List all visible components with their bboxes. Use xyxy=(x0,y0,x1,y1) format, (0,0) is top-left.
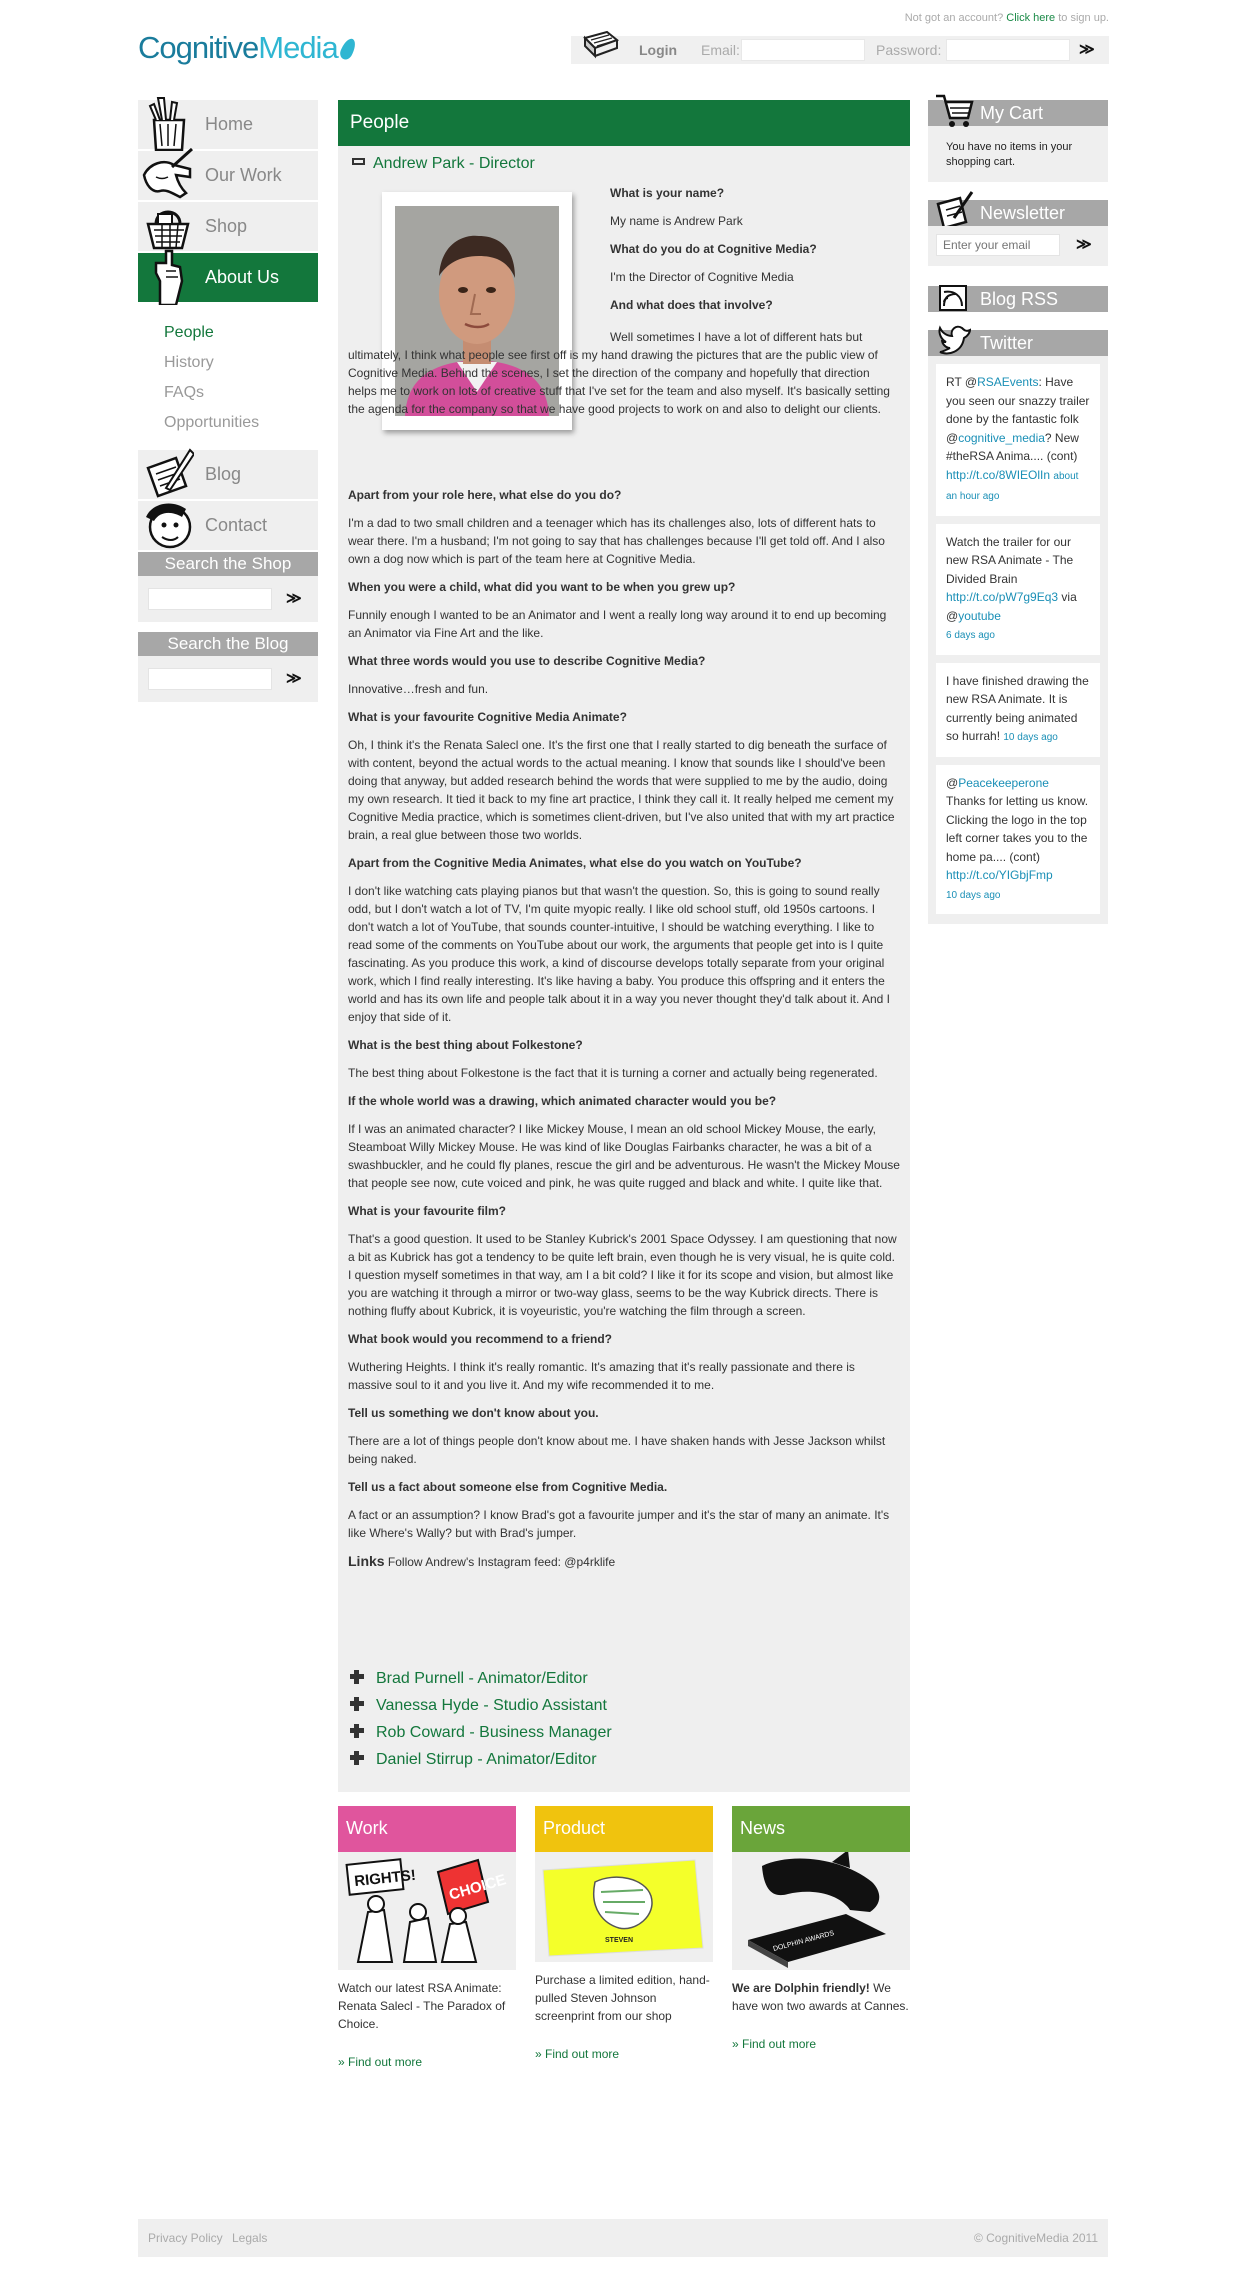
answer: Funnily enough I wanted to be an Animator and I went a really long way around it to end up becoming an Animator via Fine Art and the like. xyxy=(348,608,887,640)
qa-main-block xyxy=(348,486,900,1571)
cart-status: You have no items in your shopping cart. xyxy=(928,126,1108,182)
login-go-button[interactable]: ≫ xyxy=(1079,41,1092,58)
question: What is the best thing about Folkestone? xyxy=(348,1038,583,1052)
dolphin-award-image xyxy=(732,1852,910,1970)
newsletter-box xyxy=(928,226,1108,266)
person-collapsed-item[interactable]: Daniel Stirrup - Animator/Editor xyxy=(350,1751,612,1778)
news-promo-text: We are Dolphin friendly! We have won two awards at Cannes. xyxy=(732,1981,909,2013)
signup-link[interactable]: Click here xyxy=(1006,12,1056,24)
question: Tell us a fact about someone else from Cognitive Media. xyxy=(348,1480,668,1494)
question: Apart from the Cognitive Media Animates, what else do you watch on YouTube? xyxy=(348,856,802,870)
question: When you were a child, what did you want to be when you grew up? xyxy=(348,580,736,594)
question: What three words would you use to describe Cognitive Media? xyxy=(348,654,706,668)
password-field[interactable] xyxy=(946,39,1070,61)
pointing-finger-icon xyxy=(142,247,194,305)
keyboard-icon xyxy=(581,30,621,64)
site-logo[interactable]: CognitiveMedia xyxy=(138,30,354,66)
blog-rss-title[interactable]: Blog RSS xyxy=(928,286,1108,312)
answer: Innovative…fresh and fun. xyxy=(348,682,489,696)
product-promo-title[interactable]: Product xyxy=(535,1806,713,1852)
rss-icon xyxy=(934,276,974,316)
nav-item-contact[interactable]: Contact xyxy=(138,501,318,551)
question: What do you do at Cognitive Media? xyxy=(610,242,817,256)
signup-prompt: Not got an account? Click here to sign up. xyxy=(904,12,1109,24)
drawing-hand-icon xyxy=(142,145,194,203)
search-shop-box xyxy=(138,576,318,622)
email-field[interactable] xyxy=(741,39,865,61)
search-blog-go-button[interactable]: ≫ xyxy=(286,670,299,687)
email-label: Email: xyxy=(701,42,740,58)
nav-item-blog[interactable]: Blog xyxy=(138,450,318,500)
pencil-cup-icon xyxy=(142,94,194,152)
nav-item-shop[interactable]: Shop xyxy=(138,202,318,252)
search-shop-go-button[interactable]: ≫ xyxy=(286,590,299,607)
tweet-time[interactable]: about an hour ago xyxy=(946,470,1079,502)
person-collapsed-item[interactable]: Rob Coward - Business Manager xyxy=(350,1724,612,1751)
work-find-out-more-link[interactable]: » Find out more xyxy=(338,2055,423,2069)
newsletter-pen-icon xyxy=(934,190,974,230)
person-collapsed-item[interactable]: Vanessa Hyde - Studio Assistant xyxy=(350,1697,612,1724)
tweet-time[interactable]: 10 days ago xyxy=(946,889,1001,901)
work-promo-title[interactable]: Work xyxy=(338,1806,516,1852)
expand-icon xyxy=(350,1751,364,1765)
tweet: I have finished drawing the new RSA Animate. It is currently being animated so hurrah! 10 days ago xyxy=(936,663,1100,757)
newsletter-email-input[interactable] xyxy=(936,234,1060,256)
expand-icon xyxy=(350,1670,364,1684)
password-label: Password: xyxy=(876,42,942,58)
nav-item-our-work[interactable]: Our Work xyxy=(138,151,318,201)
twitter-title: Twitter xyxy=(928,330,1108,356)
privacy-policy-link[interactable]: Privacy Policy xyxy=(148,2231,223,2245)
product-promo-text: Purchase a limited edition, hand-pulled Steven Johnson screenprint from our shop xyxy=(535,1973,710,2023)
subnav-item-opportunities[interactable]: Opportunities xyxy=(164,414,260,431)
answer: I'm a dad to two small children and a teenager which has its challenges also, lots of different hats to wear there. I'm a husband; I'm not going to say that has challenges because I'll get told off. And I also own a dog now which is part of the team here at Cognitive Media. xyxy=(348,516,885,566)
news-promo-title[interactable]: News xyxy=(732,1806,910,1852)
question: Apart from your role here, what else do you do? xyxy=(348,488,622,502)
tweet-time[interactable]: 6 days ago xyxy=(946,630,995,641)
search-shop-title: Search the Shop xyxy=(138,552,318,576)
collapse-icon xyxy=(352,158,365,165)
answer: A fact or an assumption? I know Brad's got a favourite jumper and it's the star of many an animate. It's like Where's Wally? but with Brad's jumper. xyxy=(348,1508,890,1540)
product-promo-image[interactable] xyxy=(535,1852,713,1962)
nav-item-home[interactable]: Home xyxy=(138,100,318,150)
person-collapsed-item[interactable]: Brad Purnell - Animator/Editor xyxy=(350,1670,612,1697)
search-blog-title: Search the Blog xyxy=(138,632,318,656)
newsletter-title: Newsletter xyxy=(928,200,1108,226)
tweet: @Peacekeeperone Thanks for letting us know. Clicking the logo in the top left corner takes you to the home pa.... (cont) http://t.co/YIGbjFmp 10 days ago xyxy=(936,765,1100,915)
answer: There are a lot of things people don't know about me. I have shaken hands with Jesse Jackson whilst being naked. xyxy=(348,1434,886,1466)
copyright: © CognitiveMedia 2011 xyxy=(973,2231,1098,2245)
answer: Oh, I think it's the Renata Salecl one. It's the first one that I really started to dig beneath the surface of with content, beyond the actual words to the actual meaning. I know that sounds like I should've been doing that anyway, but added research behind the words that were supplied to me by the audio, doing my own research. It tied it back to my fine art practice, I think they call it. It really helped me cement my Cognitive Media practice, which is sometimes client-driven, but I've also united that with my art practice brain, a real glue between those two worlds. xyxy=(348,738,895,842)
legals-link[interactable]: Legals xyxy=(232,2231,268,2245)
shopping-basket-icon xyxy=(142,196,194,254)
search-shop-input[interactable] xyxy=(148,588,272,610)
screenprint-image xyxy=(535,1852,713,1962)
footer xyxy=(138,2219,1108,2257)
svg-text:RIGHTS!: RIGHTS! xyxy=(353,1866,417,1891)
main-nav xyxy=(138,100,318,712)
login-label: Login xyxy=(639,42,678,58)
page-title: People xyxy=(338,100,910,146)
question: What is your favourite Cognitive Media Animate? xyxy=(348,710,627,724)
tweet: Watch the trailer for our new RSA Animate - The Divided Brain http://t.co/pW7g9Eq3 via @youtube 6 days ago xyxy=(936,524,1100,655)
twitter-bird-icon xyxy=(934,320,974,360)
answer: That's a good question. It used to be Stanley Kubrick's 2001 Space Odyssey. I am questioning that now a bit as Kubrick has got a tendency to be quite left brain, even though he is very visual, he is quite cold. I question myself sometimes in that way, am I a bit cold? I like it for its scope and vision, but almost like you are watching it through a mirror or two-way glass, seems to be the way Kubrick directs. There is nothing fluffy about Kubrick, it is voyeuristic, you're watching the film through a screen. xyxy=(348,1232,897,1318)
person-expanded-header[interactable]: Andrew Park - Director xyxy=(352,155,535,173)
tweet-time[interactable]: 10 days ago xyxy=(1003,732,1058,743)
product-promo xyxy=(535,1806,713,2061)
qa-intro-block xyxy=(610,184,900,324)
expand-icon xyxy=(350,1697,364,1711)
answer: Wuthering Heights. I think it's really romantic. It's amazing that it's really passionate and there is massive soul to it and you live it. And my wife recommended it to me. xyxy=(348,1360,855,1392)
work-promo-image[interactable] xyxy=(338,1852,516,1970)
news-promo xyxy=(732,1806,910,2051)
right-sidebar xyxy=(928,100,1108,924)
search-blog-box xyxy=(138,656,318,702)
expand-icon xyxy=(350,1724,364,1738)
nav-item-about-us[interactable]: About Us xyxy=(138,253,318,303)
work-promo-text: Watch our latest RSA Animate: Renata Salecl - The Paradox of Choice. xyxy=(338,1981,506,2031)
answer: If I was an animated character? I like Mickey Mouse, I mean an old school Mickey Mouse, the early, Steamboat Willy Mickey Mouse. He was kind of like Douglas Fairbanks character, he was a bit of a swashbuckler, and he could fly planes, rescue the girl and be adventurous. He wasn't the Mickey Mouse that people see now, cute voiced and pink, he was quite rugged and black and white. I quite like that. xyxy=(348,1122,900,1190)
news-find-out-more-link[interactable]: » Find out more xyxy=(732,2037,817,2051)
question: Tell us something we don't know about you. xyxy=(348,1406,599,1420)
answer: My name is Andrew Park xyxy=(610,214,743,228)
telephone-face-icon xyxy=(142,495,194,553)
question: If the whole world was a drawing, which animated character would you be? xyxy=(348,1094,777,1108)
subnav-item-people[interactable]: People xyxy=(164,324,214,341)
svg-text:STEVEN: STEVEN xyxy=(605,1937,634,1944)
answer: Well sometimes I have a lot of different hats but ultimately, I think what people see first off is my hand drawing the pictures that are the public view of Cognitive Media. Behind the scenes, I set the direction of the company and hopefully that direction helps me to work on lots of creative stuff that I've set for the team and also myself. It's basically setting the agenda for the company so that we have good projects to work on and also to delight our clients. xyxy=(348,330,890,416)
people-panel xyxy=(338,100,910,1792)
question: What is your name? xyxy=(610,186,725,200)
search-blog-input[interactable] xyxy=(148,668,272,690)
work-promo xyxy=(338,1806,516,2069)
drop-icon xyxy=(338,36,358,61)
about-subnav xyxy=(138,304,318,450)
news-promo-image[interactable] xyxy=(732,1852,910,1970)
answer: I'm the Director of Cognitive Media xyxy=(610,270,794,284)
twitter-feed xyxy=(928,356,1108,924)
svg-text:DOLPHIN AWARDS: DOLPHIN AWARDS xyxy=(772,1929,835,1953)
tweet: RT @RSAEvents: Have you seen our snazzy trailer done by the fantastic folk @cognitive_media? New #theRSA Anima.... (cont) http://t.co/8WIEOlIn about an hour ago xyxy=(936,364,1100,516)
newsletter-go-button[interactable]: ≫ xyxy=(1076,236,1089,253)
protest-drawing xyxy=(338,1852,516,1970)
question: What is your favourite film? xyxy=(348,1204,507,1218)
answer: The best thing about Folkestone is the fact that it is turning a corner and actually being regenerated. xyxy=(348,1066,878,1080)
notepad-pen-icon xyxy=(142,444,194,502)
subnav-item-history[interactable]: History xyxy=(164,354,214,371)
login-bar xyxy=(571,36,1109,64)
answer: I don't like watching cats playing pianos but that wasn't the question. So, this is going to sound really odd, but I don't watch a lot of TV, I'm quite myopic really. I like old school stuff, old 1950s cartoons. I don't watch a lot of YouTube, that sounds counter-intuitive, I should be watching everything. I like to read some of the comments on YouTube about our work, the arguments that people get into is I quite fascinating. As you produce this work, a kind of discourse develops totally separate from your original work, which I find really interesting. It's like having a baby. You produce this offspring and it enters the world and has its own life and people talk about it in a way you never thought they'd talk about it. And I enjoy that side of it. xyxy=(348,884,890,1024)
product-find-out-more-link[interactable]: » Find out more xyxy=(535,2047,620,2061)
other-people-list xyxy=(350,1670,612,1778)
shopping-cart-icon xyxy=(934,90,974,130)
question: What book would you recommend to a friend? xyxy=(348,1332,613,1346)
subnav-item-faqs[interactable]: FAQs xyxy=(164,384,205,401)
svg-text:CHOICE: CHOICE xyxy=(447,1871,508,1904)
question: And what does that involve? xyxy=(610,298,773,312)
links-line: Links Follow Andrew's Instagram feed: @p4rklife xyxy=(348,1553,616,1569)
my-cart-title: My Cart xyxy=(928,100,1108,126)
